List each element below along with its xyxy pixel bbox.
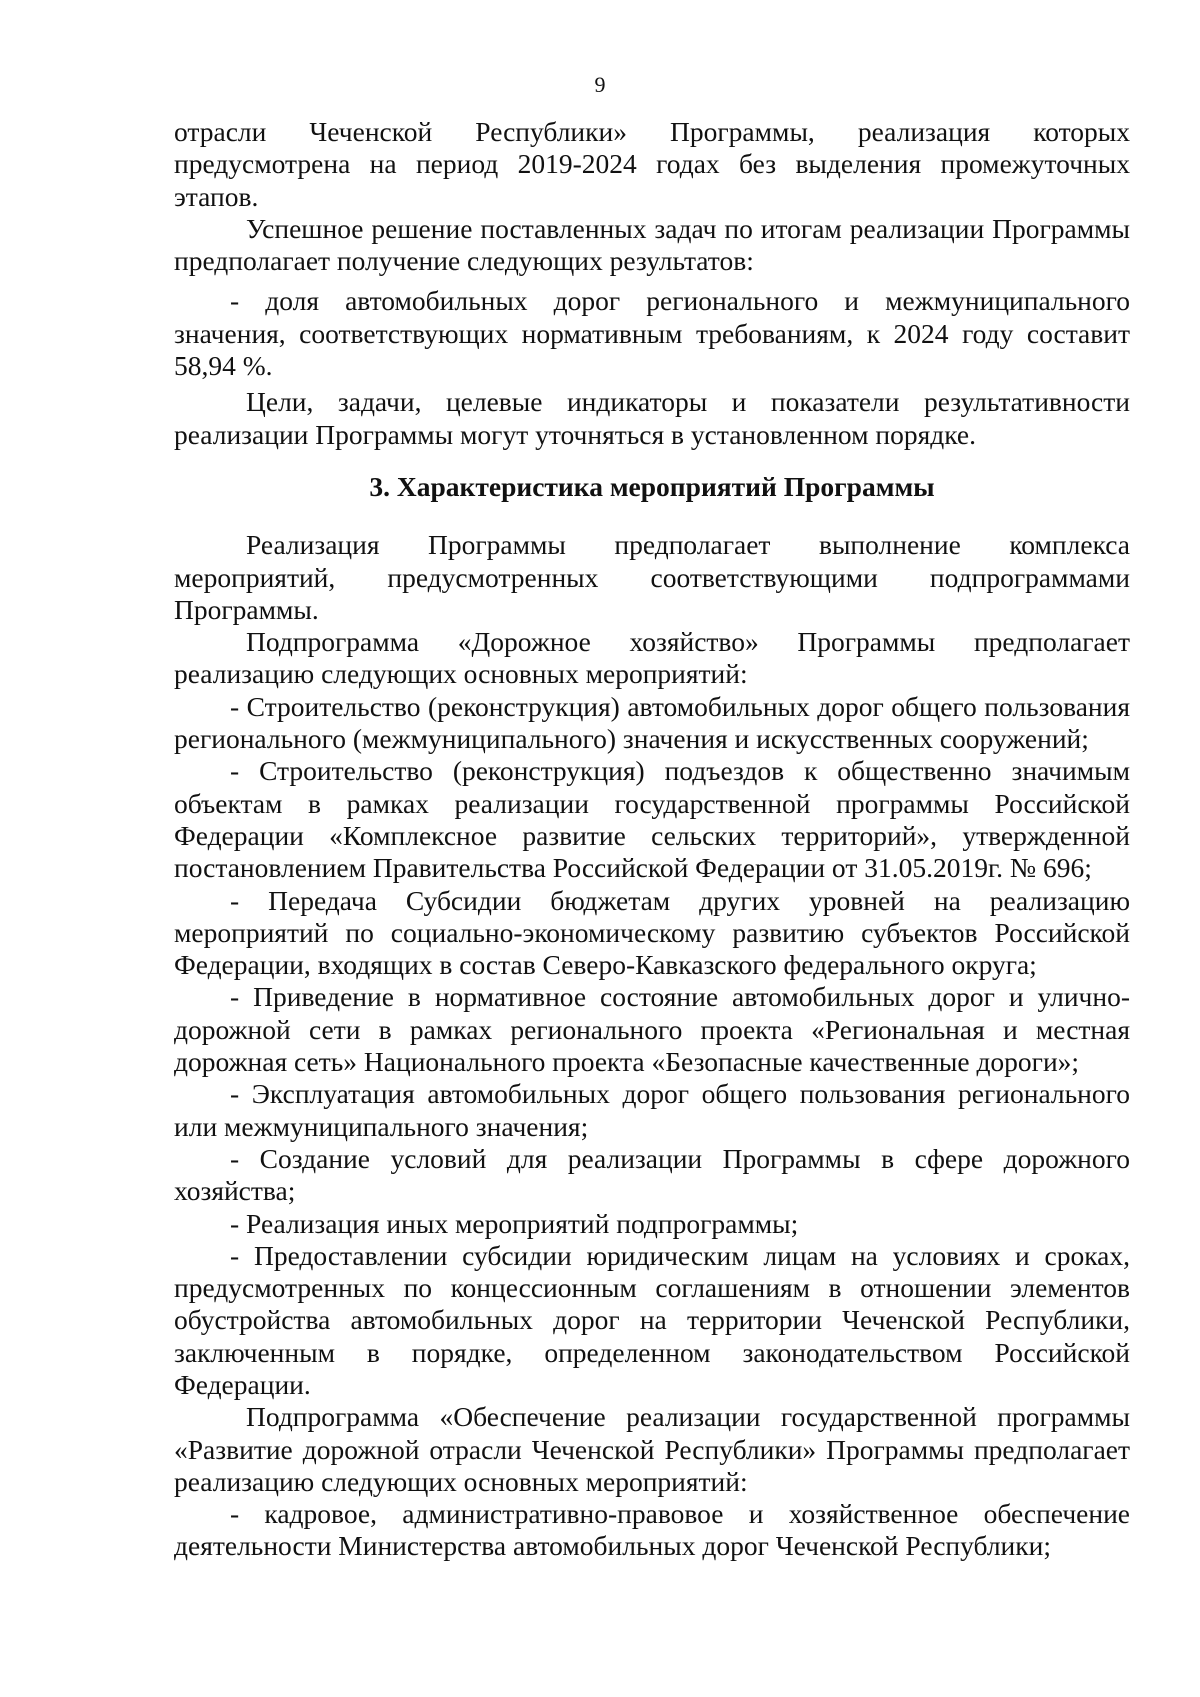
paragraph-goals: Цели, задачи, целевые индикаторы и показатели результативности реализации Программы могут уточняться в установленном порядке. <box>174 386 1130 450</box>
list-item-construction-roads: - Строительство (реконструкция) автомобильных дорог общего пользования регионального (межмуниципального) значения и искусственных сооружений; <box>174 690 1130 755</box>
list-item-subsidy-transfer: - Передача Субсидии бюджетам других уровней на реализацию мероприятий по социально-экономическому развитию субъектов Российской Федерации, входящих в состав Северо-Кавказского федерального округа; <box>174 884 1130 981</box>
paragraph-program-intro: Реализация Программы предполагает выполнение комплекса мероприятий, предусмотренных соответствующими подпрограммами Программы. <box>174 529 1130 625</box>
list-item-road-share: - доля автомобильных дорог регионального и межмуниципального значения, соответствующих нормативным требованиям, к 2024 году составит 58,94 %. <box>174 285 1130 382</box>
list-item-concession-subsidy: - Предоставлении субсидии юридическим лицам на условиях и сроках, предусмотренных по концессионным соглашениям в отношении элементов обустройства автомобильных дорог на территории Чеченской Республики, заключенным в порядке, определенном законодательством Российской Федерации. <box>174 1239 1130 1400</box>
document-body <box>174 116 1130 1563</box>
paragraph-continuation: отрасли Чеченской Республики» Программы, реализация которых предусмотрена на период 2019-2024 годах без выделения промежуточных этапов. <box>174 116 1130 212</box>
paragraph-subprogram-support: Подпрограмма «Обеспечение реализации государственной программы «Развитие дорожной отрасли Чеченской Республики» Программы предполагает реализацию следующих основных мероприятий: <box>174 1401 1130 1497</box>
list-item-exploitation: - Эксплуатация автомобильных дорог общего пользования регионального или межмуниципального значения; <box>174 1078 1130 1142</box>
list-item-normative-state: - Приведение в нормативное состояние автомобильных дорог и улично-дорожной сети в рамках регионального проекта «Региональная и местная дорожная сеть» Национального проекта «Безопасные качественные дороги»; <box>174 981 1130 1078</box>
page-number: 9 <box>594 72 606 97</box>
list-item-other-measures: - Реализация иных мероприятий подпрограммы; <box>230 1207 799 1239</box>
list-item-construction-access: - Строительство (реконструкция) подъездов к общественно значимым объектам в рамках реализации государственной программы Российской Федерации «Комплексное развитие сельских территорий», утвержденной постановлением Правительства Российской Федерации от 31.05.2019г. № 696; <box>174 755 1130 884</box>
section-heading: 3. Характеристика мероприятий Программы <box>369 470 935 502</box>
paragraph-results-intro: Успешное решение поставленных задач по итогам реализации Программы предполагает получение следующих результатов: <box>174 212 1130 277</box>
list-item-conditions: - Создание условий для реализации Программы в сфере дорожного хозяйства; <box>174 1142 1130 1207</box>
list-item-staffing: - кадровое, административно-правовое и хозяйственное обеспечение деятельности Министерства автомобильных дорог Чеченской Республики; <box>174 1498 1130 1562</box>
paragraph-subprogram-roads: Подпрограмма «Дорожное хозяйство» Программы предполагает реализацию следующих основных мероприятий: <box>174 626 1130 690</box>
